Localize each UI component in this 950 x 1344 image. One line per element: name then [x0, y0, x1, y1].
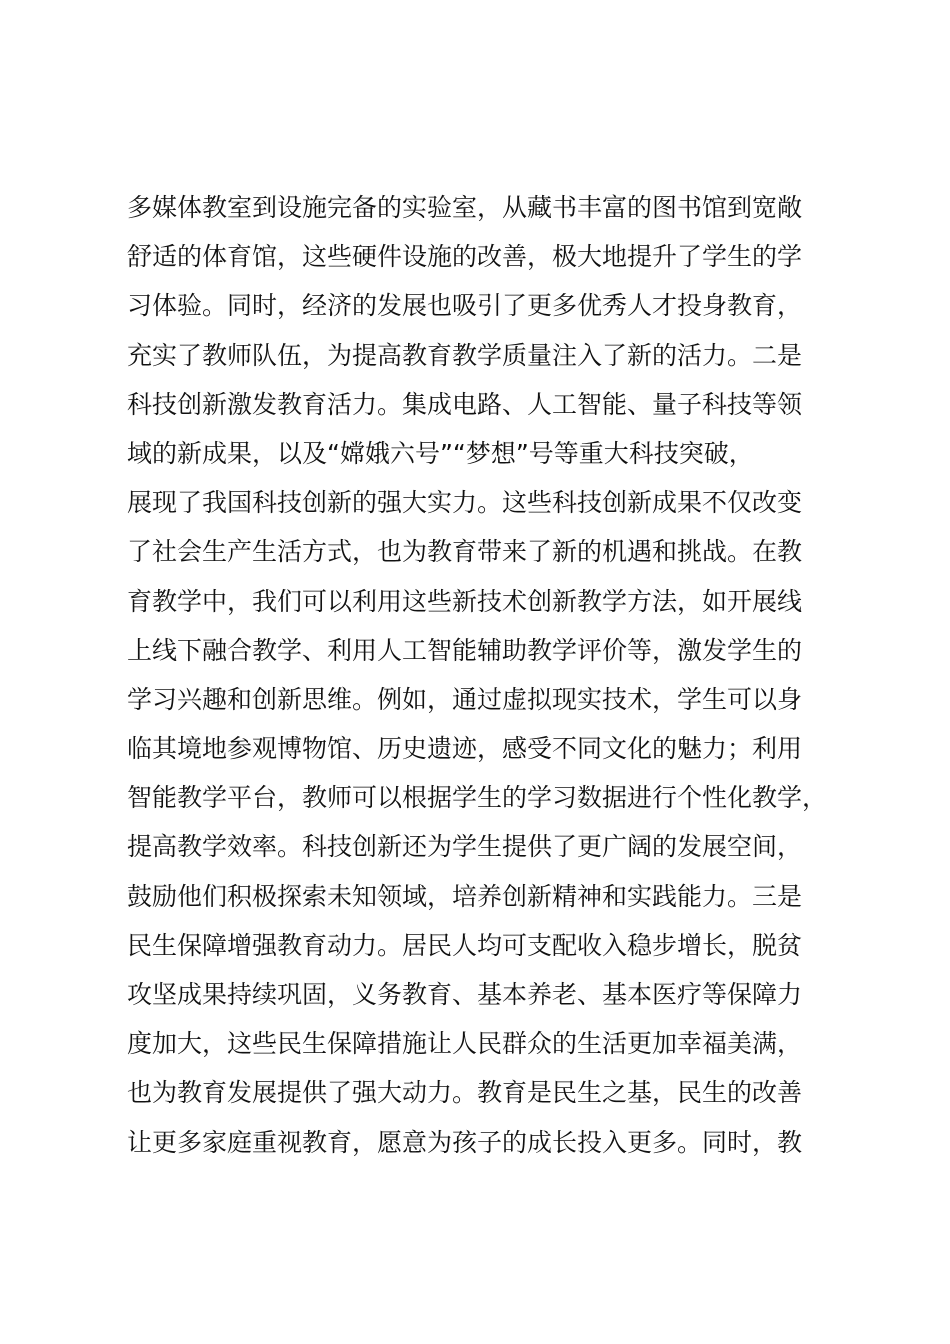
- text-line: 充实了教师队伍，为提高教育教学质量注入了新的活力。二是: [127, 340, 803, 370]
- text-line: 临其境地参观博物馆、历史遗迹，感受不同文化的魅力；利用: [127, 734, 803, 764]
- text-line: 鼓励他们积极探索未知领域，培养创新精神和实践能力。三是: [127, 881, 803, 911]
- text-line: 学习兴趣和创新思维。例如，通过虚拟现实技术，学生可以身: [127, 684, 803, 714]
- text-line: 让更多家庭重视教育，愿意为孩子的成长投入更多。同时，教: [127, 1127, 803, 1157]
- text-line: 了社会生产生活方式，也为教育带来了新的机遇和挑战。在教: [127, 537, 803, 567]
- text-line: 舒适的体育馆，这些硬件设施的改善，极大地提升了学生的学: [127, 242, 803, 272]
- text-line: 习体验。同时，经济的发展也吸引了更多优秀人才投身教育，: [127, 291, 803, 321]
- text-line: 域的新成果，以及“嫦娥六号”“梦想”号等重大科技突破，: [127, 438, 754, 468]
- text-line: 多媒体教室到设施完备的实验室，从藏书丰富的图书馆到宽敞: [127, 193, 803, 222]
- text-line: 民生保障增强教育动力。居民人均可支配收入稳步增长，脱贫: [127, 930, 803, 960]
- text-line: 度加大，这些民生保障措施让人民群众的生活更加幸福美满，: [127, 1029, 803, 1059]
- text-line: 展现了我国科技创新的强大实力。这些科技创新成果不仅改变: [127, 488, 803, 518]
- text-line: 上线下融合教学、利用人工智能辅助教学评价等，激发学生的: [127, 635, 803, 665]
- body-paragraph: [127, 183, 847, 1167]
- text-line: 提高教学效率。科技创新还为学生提供了更广阔的发展空间，: [127, 832, 803, 862]
- text-line: 育教学中，我们可以利用这些新技术创新教学方法，如开展线: [127, 586, 803, 616]
- text-line: 也为教育发展提供了强大动力。教育是民生之基，民生的改善: [127, 1078, 803, 1108]
- text-line: 科技创新激发教育活力。集成电路、人工智能、量子科技等领: [127, 389, 803, 419]
- text-line: 攻坚成果持续巩固，义务教育、基本养老、基本医疗等保障力: [127, 980, 803, 1009]
- text-line: 智能教学平台，教师可以根据学生的学习数据进行个性化教学，: [127, 783, 828, 813]
